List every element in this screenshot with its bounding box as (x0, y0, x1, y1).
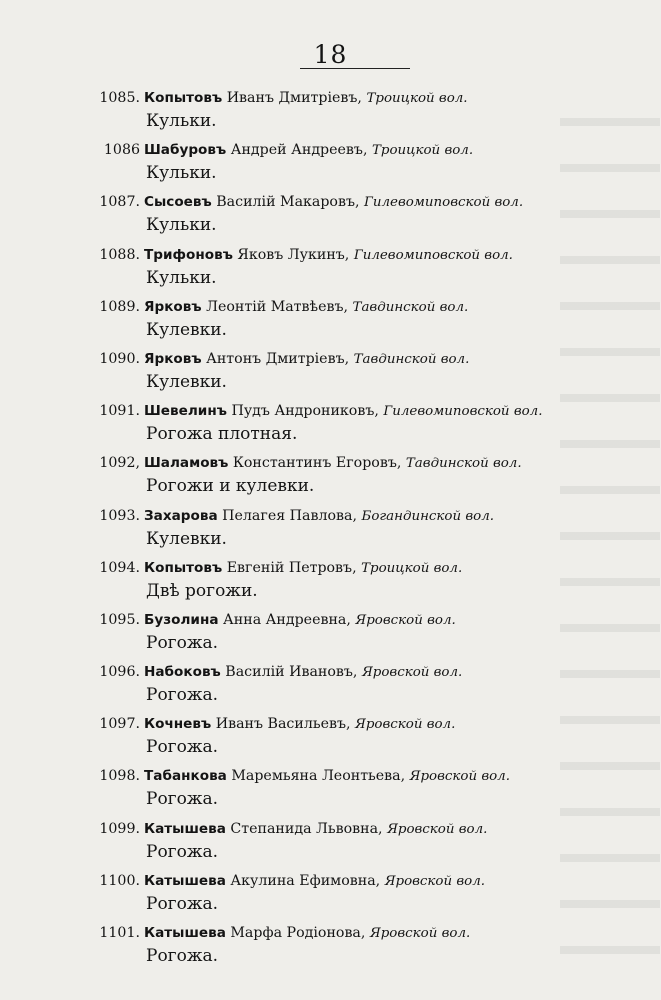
entry-given-name: Степанида Львовна, (230, 820, 383, 837)
entry-number: 1088. (99, 246, 140, 263)
entry-item: Рогожа. (146, 946, 218, 966)
entry-number: 1095. (99, 611, 140, 628)
entry-header (90, 923, 560, 944)
catalog-entry (0, 401, 661, 453)
entry-surname: Трифоновъ (144, 246, 233, 263)
entry-header (90, 819, 560, 840)
entry-surname: Катышева (144, 820, 226, 837)
entry-volost: Богандинской вол. (361, 508, 494, 524)
catalog-entry (0, 297, 661, 349)
entry-given-name: Маремьяна Леонтьева, (231, 768, 406, 785)
entry-item: Кулевки. (146, 528, 227, 549)
entry-item: Рогожа. (146, 789, 218, 810)
entry-number: 1089. (99, 298, 140, 315)
catalog-entry (0, 558, 661, 610)
entry-number: 1093. (99, 507, 140, 524)
entry-header (90, 662, 560, 683)
entry-item: Рогожа. (146, 632, 218, 653)
entry-given-name: Василій Ивановъ, (225, 664, 358, 681)
catalog-entry (0, 140, 661, 192)
entry-header (90, 401, 560, 422)
entry-header (90, 297, 560, 318)
entry-item: Рогожа. (146, 841, 218, 862)
entry-given-name: Анна Андреевна, (223, 611, 351, 628)
entry-volost: Яровской вол. (355, 717, 456, 733)
entry-item: Кульки. (146, 111, 217, 131)
entry-item: Рогожа. (146, 893, 218, 914)
entry-item: Рогожа. (146, 685, 218, 706)
entry-surname: Бузолина (144, 611, 219, 628)
catalog-entry (0, 506, 661, 558)
catalog-entry (0, 766, 661, 818)
entry-number: 1096. (99, 664, 140, 681)
entry-given-name: Василій Макаровъ, (216, 194, 360, 211)
catalog-entry (0, 871, 661, 923)
catalog-entry (0, 349, 661, 401)
entry-given-name: Пудъ Андрониковъ, (231, 403, 379, 420)
entry-number: 1090. (99, 350, 140, 367)
entry-given-name: Иванъ Дмитріевъ, (226, 90, 362, 106)
entry-item: Двѣ рогожи. (146, 580, 258, 601)
entry-surname: Сысоевъ (144, 194, 212, 211)
entry-surname: Катышева (144, 925, 226, 941)
entry-header (90, 766, 560, 787)
catalog-entry (0, 819, 661, 871)
catalog-entry (0, 610, 661, 662)
entry-header (90, 714, 560, 735)
entry-number: 1087. (99, 194, 140, 211)
entry-header (90, 558, 560, 579)
entry-number: 1097. (99, 716, 140, 733)
entry-given-name: Евгеній Петровъ, (226, 559, 357, 576)
entry-item: Кульки. (146, 163, 217, 184)
entry-header (90, 506, 560, 527)
entry-item: Кульки. (146, 267, 217, 288)
entry-number: 1099. (99, 820, 140, 837)
entry-number: 1086 (103, 142, 140, 159)
entry-item: Рогожи и кулевки. (146, 476, 315, 497)
entry-surname: Кочневъ (144, 716, 212, 733)
entry-header (90, 140, 560, 161)
entry-given-name: Акулина Ефимовна, (230, 872, 381, 889)
entry-header (90, 610, 560, 631)
entry-given-name: Пелагея Павлова, (222, 507, 357, 524)
entry-list (0, 88, 661, 975)
entry-header (90, 192, 560, 213)
entry-given-name: Леонтій Матвѣевъ, (206, 298, 348, 315)
entry-given-name: Андрей Андреевъ, (230, 142, 368, 159)
page-number: 18 (313, 40, 348, 69)
entry-surname: Шевелинъ (144, 403, 227, 420)
entry-number: 1098. (99, 768, 140, 785)
entry-surname: Набоковъ (144, 664, 221, 681)
entry-volost: Гилевомиповской вол. (383, 404, 543, 420)
entry-surname: Захарова (144, 507, 218, 524)
entry-volost: Гилевомиповской вол. (364, 195, 524, 211)
entry-volost: Яровской вол. (409, 769, 510, 785)
entry-item: Рогожа. (146, 737, 218, 758)
entry-given-name: Константинъ Егоровъ, (232, 455, 402, 472)
entry-number: 1101. (99, 925, 140, 941)
entry-volost: Троицкой вол. (361, 560, 463, 576)
entry-item: Рогожа плотная. (146, 424, 298, 445)
entry-volost: Гилевомиповской вол. (353, 247, 513, 263)
entry-volost: Яровской вол. (361, 665, 463, 681)
entry-number: 1100. (99, 872, 140, 889)
entry-number: 1092, (99, 455, 140, 472)
entry-volost: Троицкой вол. (371, 143, 474, 159)
entry-header (90, 349, 560, 370)
entry-header (90, 245, 560, 266)
entry-volost: Яровской вол. (355, 612, 456, 628)
entry-given-name: Яковъ Лукинъ, (237, 246, 350, 263)
entry-volost: Тавдинской вол. (352, 299, 469, 315)
entry-volost: Яровской вол. (384, 873, 486, 889)
entry-header (90, 88, 560, 109)
entry-surname: Ярковъ (144, 298, 202, 315)
entry-surname: Ярковъ (144, 350, 202, 367)
entry-item: Кулевки. (146, 319, 227, 340)
header-rule (300, 68, 410, 69)
catalog-entry (0, 923, 661, 975)
entry-header (90, 871, 560, 892)
entry-number: 1085. (99, 90, 140, 106)
entry-surname: Копытовъ (144, 559, 223, 576)
entry-given-name: Антонъ Дмитріевъ, (206, 350, 350, 367)
entry-volost: Тавдинской вол. (405, 456, 522, 472)
entry-surname: Катышева (144, 872, 226, 889)
entry-header (90, 453, 560, 474)
entry-number: 1094. (99, 559, 140, 576)
entry-volost: Яровской вол. (387, 821, 488, 837)
entry-surname: Копытовъ (144, 90, 223, 106)
catalog-entry (0, 245, 661, 297)
entry-item: Кулевки. (146, 371, 227, 392)
entry-volost: Тавдинской вол. (353, 351, 470, 367)
catalog-entry (0, 453, 661, 505)
entry-surname: Шаламовъ (144, 455, 229, 472)
entry-given-name: Иванъ Васильевъ, (215, 716, 351, 733)
entry-surname: Табанкова (144, 768, 227, 785)
catalog-entry (0, 88, 661, 140)
entry-volost: Троицкой вол. (366, 91, 468, 106)
catalog-entry (0, 662, 661, 714)
catalog-entry (0, 192, 661, 244)
entry-item: Кульки. (146, 215, 217, 236)
entry-given-name: Марфа Родіонова, (230, 925, 366, 941)
entry-surname: Шабуровъ (144, 142, 227, 159)
entry-volost: Яровской вол. (369, 926, 471, 941)
entry-number: 1091. (99, 403, 140, 420)
catalog-entry (0, 714, 661, 766)
